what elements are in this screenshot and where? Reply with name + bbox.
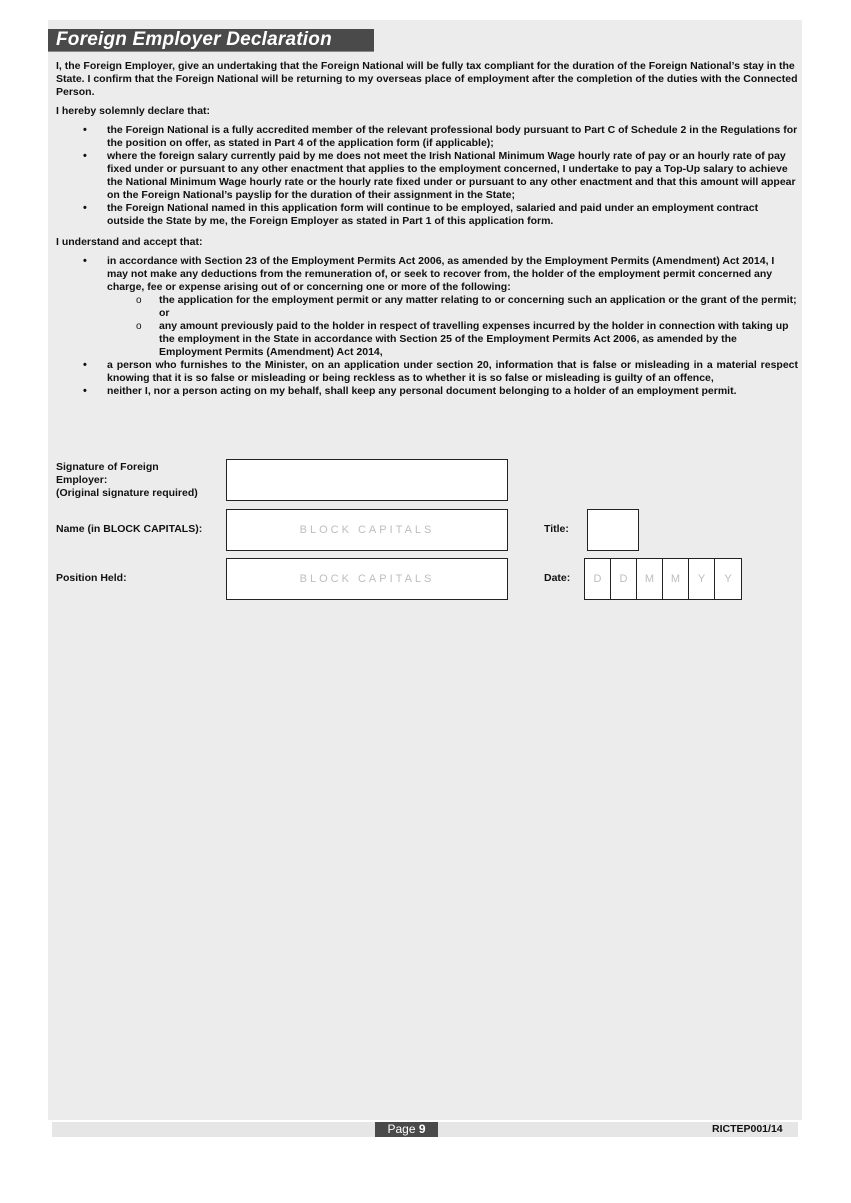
signature-label-line: (Original signature required)	[56, 487, 198, 499]
declaration-text	[56, 60, 798, 398]
date-year-cell[interactable]: Y	[689, 559, 715, 599]
date-label: Date:	[544, 572, 571, 584]
date-month-cell[interactable]: M	[663, 559, 689, 599]
declare-item: • the Foreign National is a fully accredited member of the relevant professional body pursuant to Part C of Schedule 2 in the Regulations for the position on offer, as stated in Part 4 of the application form (if applicable);	[56, 124, 798, 150]
accept-sub-item: o the application for the employment permit or any matter relating to or concerning such an application or the grant of the permit; or	[56, 294, 798, 320]
name-label: Name (in BLOCK CAPITALS):	[56, 523, 203, 535]
date-day-cell[interactable]: D	[585, 559, 611, 599]
page-number: 9	[418, 1122, 426, 1136]
name-input[interactable]	[226, 509, 508, 551]
declare-heading: I hereby solemnly declare that:	[56, 105, 211, 117]
page-word: Page	[387, 1122, 416, 1136]
declare-list	[56, 124, 798, 228]
accept-item	[56, 255, 798, 359]
date-input[interactable]	[584, 558, 742, 600]
declare-item: • the Foreign National named in this application form will continue to be employed, salaried and paid under an employment contract outside the State by me, the Foreign Employer as stated in Part 1 of this application form.	[56, 202, 798, 228]
date-month-cell[interactable]: M	[637, 559, 663, 599]
date-year-cell[interactable]: Y	[724, 573, 732, 585]
signature-label	[56, 461, 198, 500]
position-placeholder: BLOCK CAPITALS	[299, 573, 435, 585]
position-label: Position Held:	[56, 572, 127, 584]
section-title: Foreign Employer Declaration	[56, 29, 332, 50]
page-number-badge	[375, 1122, 438, 1137]
accept-sub-list	[107, 294, 798, 359]
accept-item-text: in accordance with Section 23 of the Employment Permits Act 2006, as amended by the Employment Permits (Amendment) Act 2014, I may not make any deductions from the remuneration of, or seek to recover from, the holder of the employment permit concerned any charge, fee or expense arising out of or concerning one or more of the following:	[107, 255, 775, 293]
section-header	[48, 29, 374, 52]
signature-label-line: Signature of Foreign	[56, 461, 159, 473]
title-input[interactable]	[587, 509, 639, 551]
accept-item: • a person who furnishes to the Minister, on an application under section 20, information that is false or misleading in a material respect knowing that it is so false or misleading or being reckless as to whether it is so false or misleading is guilty of an offence,	[56, 359, 798, 385]
signature-field[interactable]	[226, 459, 508, 501]
accept-heading: I understand and accept that:	[56, 236, 203, 248]
name-placeholder: BLOCK CAPITALS	[299, 524, 435, 536]
signature-label-line: Employer:	[56, 474, 108, 486]
intro-paragraph: I, the Foreign Employer, give an undertaking that the Foreign National will be fully tax compliant for the duration of the Foreign National’s stay in the State. I confirm that the Foreign National will be returning to my overseas place of employment after the completion of the duties with the Connected Person.	[56, 60, 798, 98]
declare-item: • where the foreign salary currently paid by me does not meet the Irish National Minimum Wage hourly rate of pay or an hourly rate of pay fixed under or pursuant to any other enactment that applies to the employment concerned, I undertake to pay a Top-Up salary to achieve the National Minimum Wage hourly rate or the hourly rate fixed under or pursuant to any other enactment and that this amount will appear on the Foreign National’s payslip for the duration of their assignment in the State;	[56, 150, 798, 202]
accept-item: • neither I, nor a person acting on my behalf, shall keep any personal document belonging to a holder of an employment permit.	[56, 385, 798, 398]
position-input[interactable]	[226, 558, 508, 600]
accept-sub-item: o any amount previously paid to the holder in respect of travelling expenses incurred by the holder in connection with taking up the employment in the State in accordance with Section 25 of the Employment Permits Act 2006, as amended by the Employment Permits (Amendment) Act 2014,	[56, 320, 798, 359]
form-code: RICTEP001/14	[712, 1123, 783, 1135]
title-label: Title:	[544, 523, 569, 535]
accept-list	[56, 255, 798, 398]
date-day-cell[interactable]: D	[611, 559, 637, 599]
